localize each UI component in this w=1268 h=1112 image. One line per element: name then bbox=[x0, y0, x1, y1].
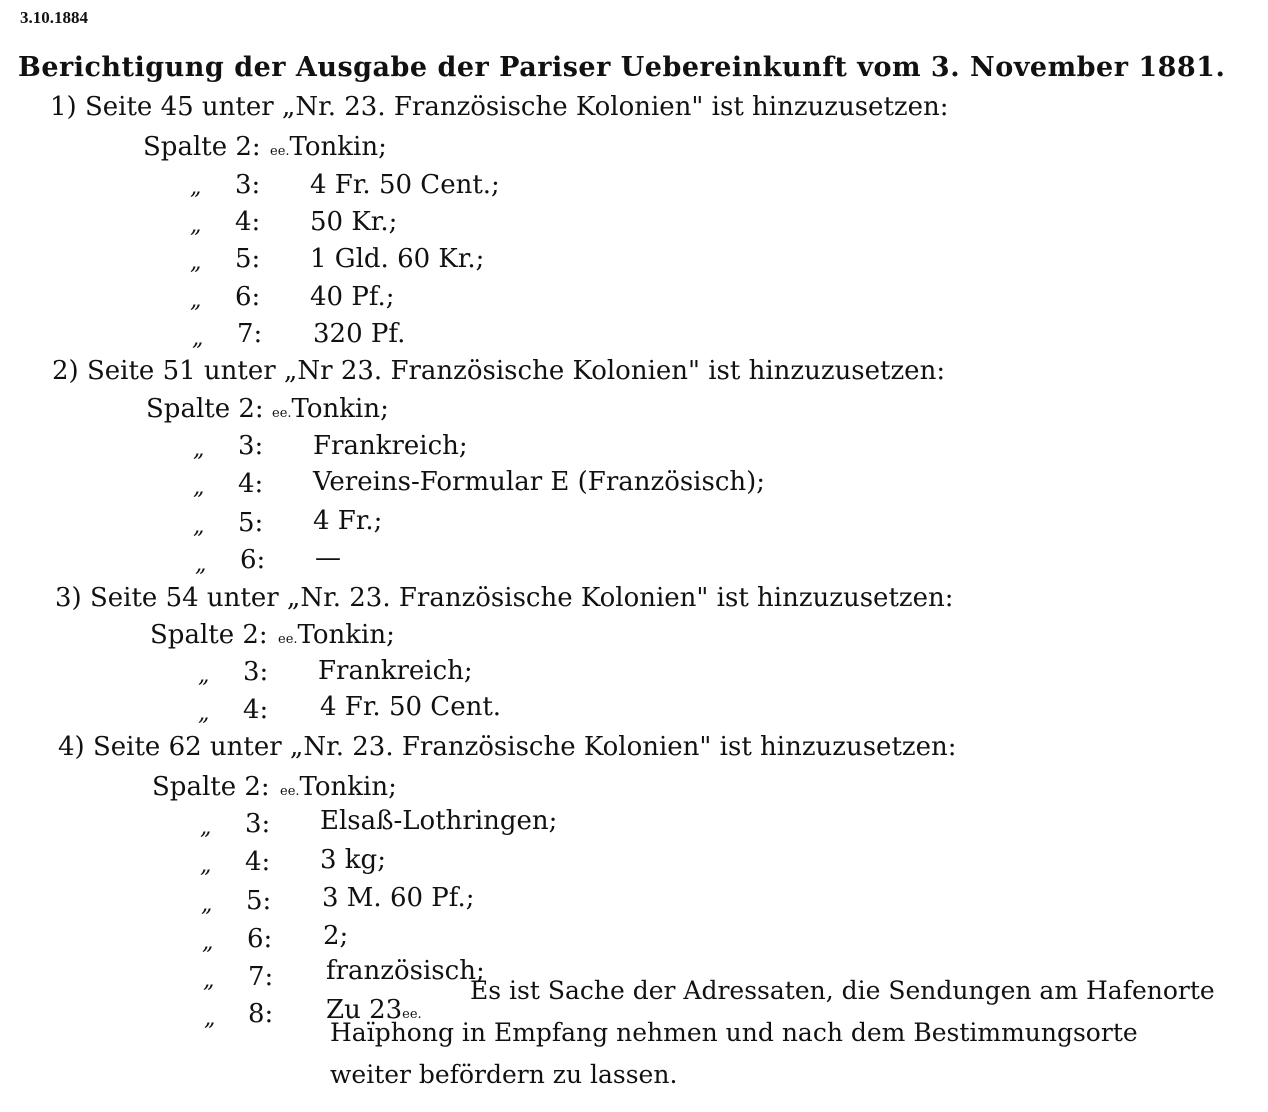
document-date: 3.10.1884 bbox=[20, 8, 88, 27]
zu-23-text: Zu 23 bbox=[326, 995, 403, 1025]
ee-marker: ee. bbox=[278, 632, 298, 647]
document-title: Berichtigung der Ausgabe der Pariser Uebereinkunft vom 3. November 1881. bbox=[18, 52, 1226, 83]
column-value: Frankreich; bbox=[313, 431, 468, 461]
column-number: 3: bbox=[238, 431, 264, 461]
column-number: 8: bbox=[248, 999, 274, 1029]
column-value: 3 kg; bbox=[320, 845, 386, 875]
section-1-spalte-label: Spalte 2: bbox=[143, 132, 261, 162]
ditto-mark: „ bbox=[203, 968, 215, 993]
ditto-mark: „ bbox=[204, 1006, 216, 1031]
column-number: 3: bbox=[245, 809, 271, 839]
column-number: 7: bbox=[248, 962, 274, 992]
spalte-value-text: Tonkin; bbox=[289, 132, 387, 162]
column-value: Vereins-Formular E (Französisch); bbox=[313, 467, 766, 497]
ditto-mark: „ bbox=[190, 213, 202, 238]
column-value: 40 Pf.; bbox=[310, 282, 395, 312]
ee-marker: ee. bbox=[270, 144, 290, 159]
ee-marker: ee. bbox=[280, 784, 300, 799]
column-value: 2; bbox=[323, 921, 349, 951]
ditto-mark: „ bbox=[190, 250, 202, 275]
column-number: 5: bbox=[246, 886, 272, 916]
column-value: 320 Pf. bbox=[313, 319, 406, 349]
ditto-mark: „ bbox=[195, 552, 207, 577]
section-3-heading: 3) Seite 54 unter „Nr. 23. Französische Kolonien" ist hinzuzusetzen: bbox=[55, 583, 954, 613]
note-line-3: weiter befördern zu lassen. bbox=[330, 1060, 678, 1089]
column-value: Elsaß-Lothringen; bbox=[320, 806, 558, 836]
ditto-mark: „ bbox=[198, 663, 210, 688]
ditto-mark: „ bbox=[193, 475, 205, 500]
column-number: 4: bbox=[245, 847, 271, 877]
ditto-mark: „ bbox=[198, 701, 210, 726]
ditto-mark: „ bbox=[193, 514, 205, 539]
ditto-mark: „ bbox=[200, 815, 212, 840]
column-value: französisch; bbox=[326, 956, 485, 986]
section-2-spalte-label: Spalte 2: bbox=[146, 394, 264, 424]
section-4-spalte-value bbox=[280, 772, 397, 802]
ditto-mark: „ bbox=[192, 326, 204, 351]
ditto-mark: „ bbox=[190, 288, 202, 313]
column-number: 5: bbox=[235, 244, 261, 274]
column-value: 1 Gld. 60 Kr.; bbox=[310, 244, 485, 274]
column-value: 3 M. 60 Pf.; bbox=[322, 883, 475, 913]
column-value: Frankreich; bbox=[318, 656, 473, 686]
ee-marker: ee. bbox=[402, 1007, 422, 1022]
section-1-spalte-value bbox=[270, 132, 387, 162]
column-value: — bbox=[315, 543, 341, 573]
column-number: 6: bbox=[240, 545, 266, 575]
ditto-mark: „ bbox=[193, 437, 205, 462]
ee-marker: ee. bbox=[272, 406, 292, 421]
column-number: 5: bbox=[238, 508, 264, 538]
ditto-mark: „ bbox=[202, 930, 214, 955]
section-3-spalte-value bbox=[278, 620, 395, 650]
ditto-mark: „ bbox=[200, 853, 212, 878]
column-number: 4: bbox=[235, 207, 261, 237]
column-number: 3: bbox=[235, 170, 261, 200]
ditto-mark: „ bbox=[190, 175, 202, 200]
note-line-1: Es ist Sache der Adressaten, die Sendungen am Hafenorte bbox=[470, 976, 1215, 1005]
section-2-heading: 2) Seite 51 unter „Nr 23. Französische Kolonien" ist hinzuzusetzen: bbox=[52, 356, 946, 386]
spalte-value-text: Tonkin; bbox=[297, 620, 395, 650]
section-4-heading: 4) Seite 62 unter „Nr. 23. Französische Kolonien" ist hinzuzusetzen: bbox=[58, 732, 957, 762]
column-value: 50 Kr.; bbox=[310, 207, 398, 237]
column-number: 6: bbox=[235, 282, 261, 312]
column-number: 4: bbox=[238, 469, 264, 499]
column-value: 4 Fr. 50 Cent.; bbox=[310, 170, 500, 200]
section-1-heading: 1) Seite 45 unter „Nr. 23. Französische Kolonien" ist hinzuzusetzen: bbox=[50, 92, 949, 122]
column-number: 4: bbox=[243, 695, 269, 725]
spalte-value-text: Tonkin; bbox=[291, 394, 389, 424]
column-number: 6: bbox=[247, 924, 273, 954]
section-4-spalte-label: Spalte 2: bbox=[152, 772, 270, 802]
column-number: 3: bbox=[243, 657, 269, 687]
column-value: 4 Fr. 50 Cent. bbox=[320, 692, 502, 722]
column-value: 4 Fr.; bbox=[313, 506, 383, 536]
spalte-value-text: Tonkin; bbox=[299, 772, 397, 802]
section-2-spalte-value bbox=[272, 394, 389, 424]
section-3-spalte-label: Spalte 2: bbox=[150, 620, 268, 650]
column-number: 7: bbox=[237, 319, 263, 349]
ditto-mark: „ bbox=[201, 892, 213, 917]
note-line-2: Haïphong in Empfang nehmen und nach dem Bestimmungsorte bbox=[330, 1018, 1138, 1047]
